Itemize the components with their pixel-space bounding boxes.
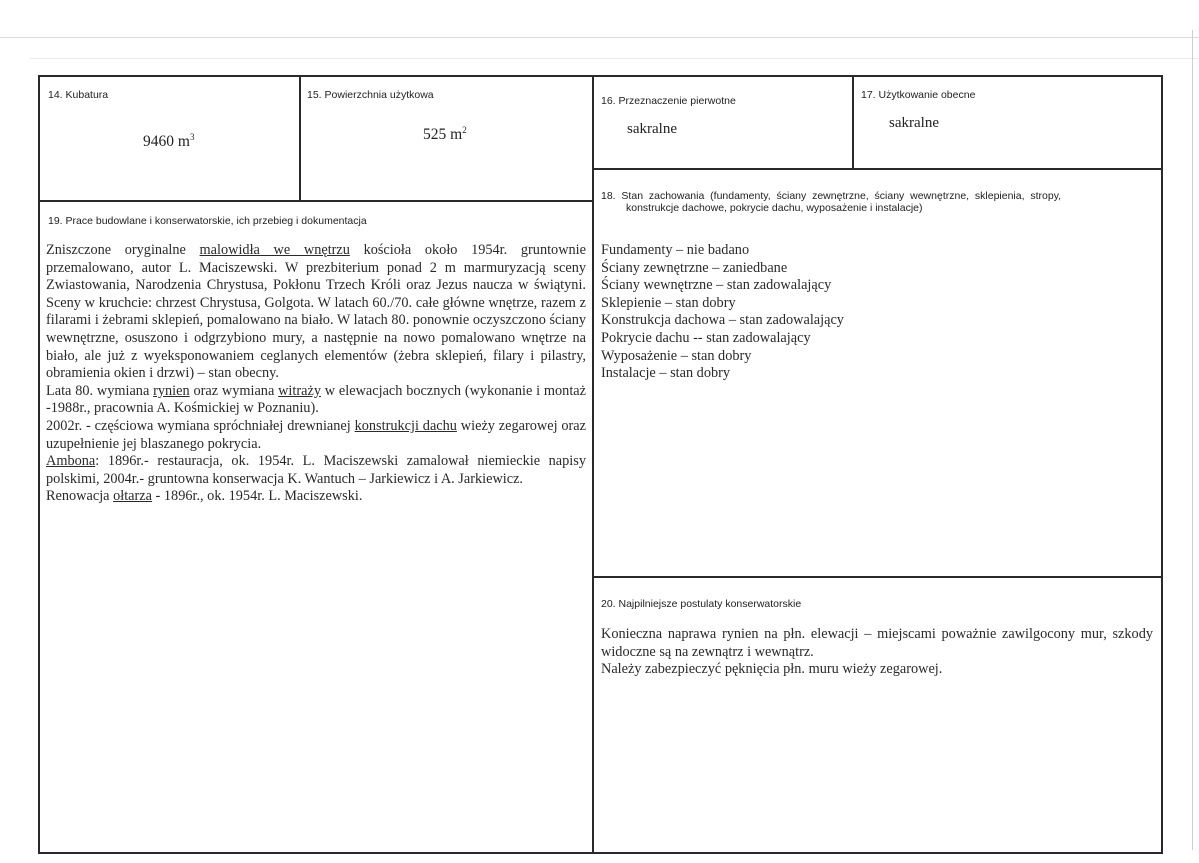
condition-item: Ściany wewnętrzne – stan zadowalający xyxy=(601,277,832,294)
field-17-uzytkowanie xyxy=(854,77,1161,168)
field-18-stan-zachowania xyxy=(594,170,1161,576)
field-17-value: sakralne xyxy=(889,115,939,131)
field-20-label: 20. Najpilniejsze postulaty konserwatorskie xyxy=(601,598,802,610)
condition-item: Pokrycie dachu -- stan zadowalający xyxy=(601,329,811,346)
field-14-label: 14. Kubatura xyxy=(48,89,109,101)
works-paragraph-4: Ambona: 1896r.- restauracja, ok. 1954r. L. Maciszewski zamalował niemieckie napisy polskimi, 2004r.- gruntowna konserwacja K. Wantuch – Jarkiewicz i A. Jarkiewicz. xyxy=(46,453,586,487)
field-16-przeznaczenie xyxy=(594,77,852,168)
field-18-label-line2: konstrukcje dachowe, pokrycie dachu, wyposażenie i instalacje) xyxy=(626,202,923,214)
scan-line-top-2 xyxy=(30,58,1199,59)
condition-item: Instalacje – stan dobry xyxy=(601,365,731,382)
condition-item: Konstrukcja dachowa – stan zadowalający xyxy=(601,312,844,329)
field-18-label xyxy=(601,190,1153,214)
form-border-right xyxy=(1161,75,1163,854)
field-14-value: 9460 $m^3$ xyxy=(143,132,195,151)
scan-line-top xyxy=(0,37,1199,38)
field-20-postulaty xyxy=(594,578,1161,852)
postulate-paragraph-1: Konieczna naprawa rynien na płn. elewacji – miejscami poważnie zawilgocony mur, szkody widoczne są na zewnątrz i wewnątrz. xyxy=(601,626,1153,660)
condition-item: Sklepienie – stan dobry xyxy=(601,294,736,311)
field-19-label: 19. Prace budowlane i konserwatorskie, ich przebieg i dokumentacja xyxy=(48,215,367,227)
field-19-text xyxy=(46,242,586,506)
field-16-label: 16. Przeznaczenie pierwotne xyxy=(601,95,736,107)
scan-edge-right xyxy=(1192,30,1193,850)
field-19-prace-budowlane xyxy=(40,202,592,852)
condition-list xyxy=(601,242,901,383)
field-20-text xyxy=(601,626,1153,679)
field-18-label-line1: 18. Stan zachowania (fundamenty, ściany zewnętrzne, ściany wewnętrzne, sklepienia, stropy, xyxy=(601,190,1062,202)
works-paragraph-1: Zniszczone oryginalne malowidła we wnętrzu kościoła około 1954r. gruntownie przemalowano, autor L. Maciszewski. W prezbiterium ponad 2 m marmuryzacją sceny Zwiastowania, Narodzenia Chrystusa, Pokłonu Trzech Króli oraz Jezus naucza w świątyni. Sceny w kruchcie: chrzest Chrystusa, Golgota. W latach 60./70. całe główne wnętrze, razem z filarami i żebrami sklepień, pomalowano na biało. W latach 80. ponownie oczyszczono ściany wewnętrzne, osuszono i odgrzybiono mury, a następnie na nowo pomalowano wnętrze na biało, ale już z wyeksponowaniem ceglanych elementów (żebra sklepień, filary i pilastry, obramienia okien i drzwi) – stan obecny. xyxy=(46,242,586,382)
field-15-label: 15. Powierzchnia użytkowa xyxy=(307,89,434,101)
field-16-value: sakralne xyxy=(627,121,677,137)
postulate-paragraph-2: Należy zabezpieczyć pęknięcia płn. muru wieży zegarowej. xyxy=(601,661,943,678)
field-14-kubatura xyxy=(40,77,299,200)
works-paragraph-5: Renowacja ołtarza - 1896r., ok. 1954r. L. Maciszewski. xyxy=(46,488,363,505)
condition-item: Wyposażenie – stan dobry xyxy=(601,347,752,364)
field-15-value: 525 $m^2$ xyxy=(423,125,467,144)
form-border-bottom xyxy=(38,852,1163,854)
works-paragraph-3: 2002r. - częściowa wymiana spróchniałej drewnianej konstrukcji dachu wieży zegarowej oraz uzupełnienie jej blaszanego pokrycia. xyxy=(46,417,586,452)
field-15-powierzchnia xyxy=(301,77,592,200)
condition-item: Fundamenty – nie badano xyxy=(601,242,750,258)
works-paragraph-2: Lata 80. wymiana rynien oraz wymiana witraży w elewacjach bocznych (wykonanie i montaż -1988r., pracownia A. Kośmickiej w Poznaniu). xyxy=(46,382,586,417)
field-17-label: 17. Użytkowanie obecne xyxy=(861,89,976,101)
condition-item: Ściany zewnętrzne – zaniedbane xyxy=(601,259,788,276)
